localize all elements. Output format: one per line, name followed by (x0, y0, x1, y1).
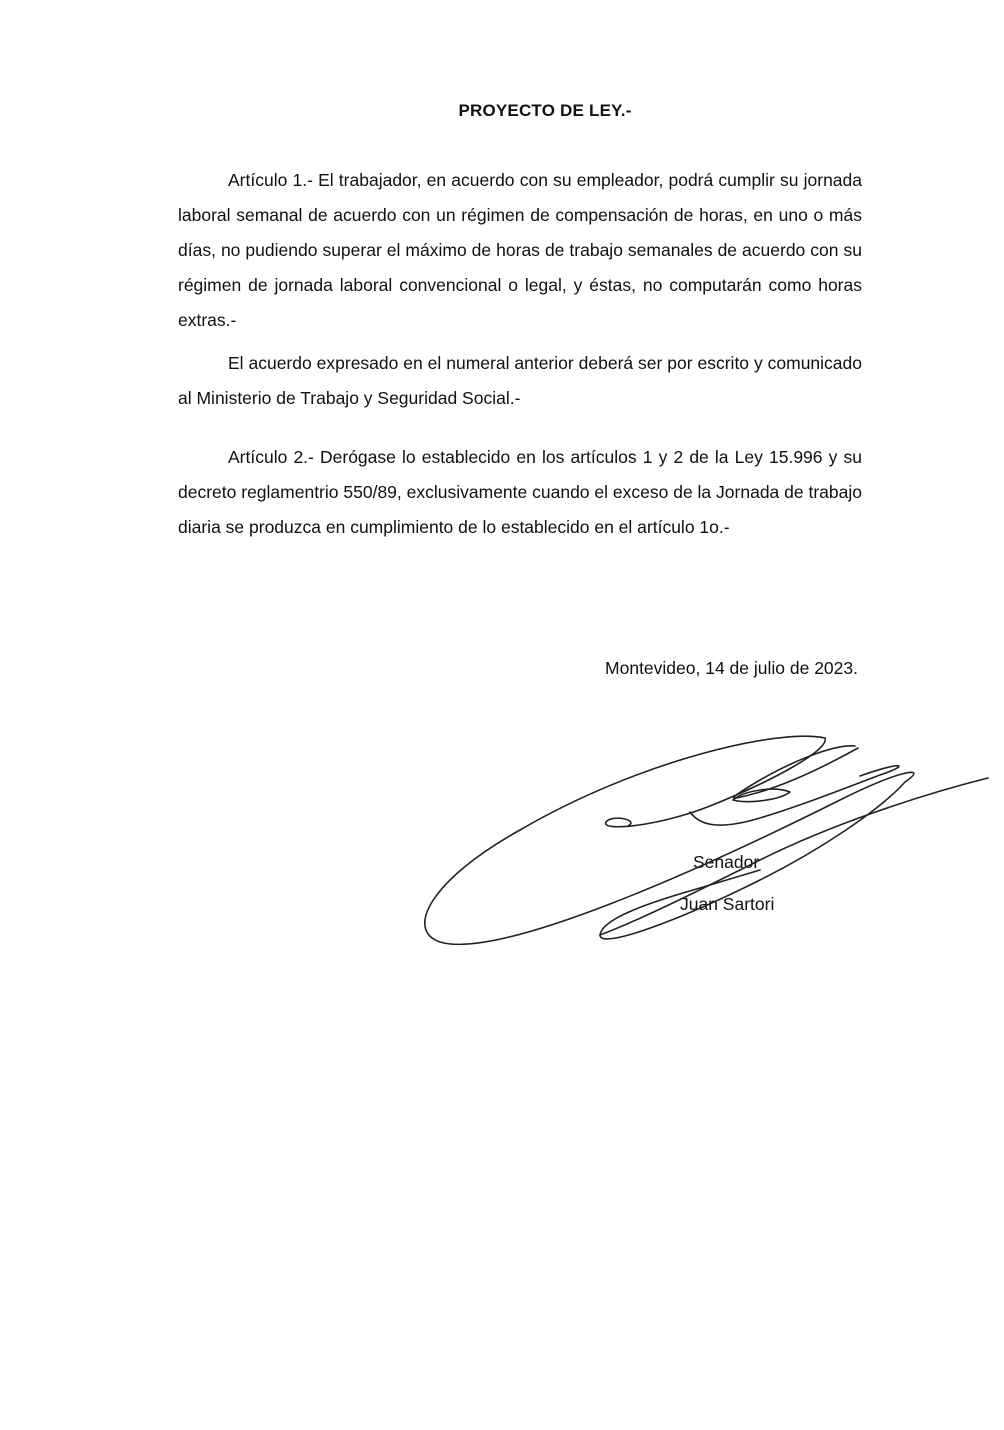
signer-name: Juan Sartori (680, 894, 775, 914)
article-1-agreement (178, 346, 862, 416)
article-1-paragraph: Artículo 1.- El trabajador, en acuerdo con su empleador, podrá cumplir su jornada laboral semanal de acuerdo con un régimen de compensación de horas, en uno o más días, no pudiendo superar el máximo de horas de trabajo semanales de acuerdo con su régimen de jornada laboral convencional o legal, y éstas, no computarán como horas extras.- (178, 170, 862, 330)
article-1-agreement-paragraph: El acuerdo expresado en el numeral anterior deberá ser por escrito y comunicado al Ministerio de Trabajo y Seguridad Social.- (178, 353, 862, 408)
article-2-paragraph: Artículo 2.- Derógase lo establecido en los artículos 1 y 2 de la Ley 15.996 y su decreto reglamentrio 550/89, exclusivamente cuando el exceso de la Jornada de trabajo diaria se produzca en cumplimiento de lo establecido en el artículo 1o.- (178, 447, 862, 537)
article-2 (178, 440, 862, 545)
document-title: PROYECTO DE LEY.- (458, 101, 632, 120)
signer-title: Senador (693, 852, 760, 872)
date-line: Montevideo, 14 de julio de 2023. (605, 658, 858, 678)
article-1 (178, 163, 862, 338)
